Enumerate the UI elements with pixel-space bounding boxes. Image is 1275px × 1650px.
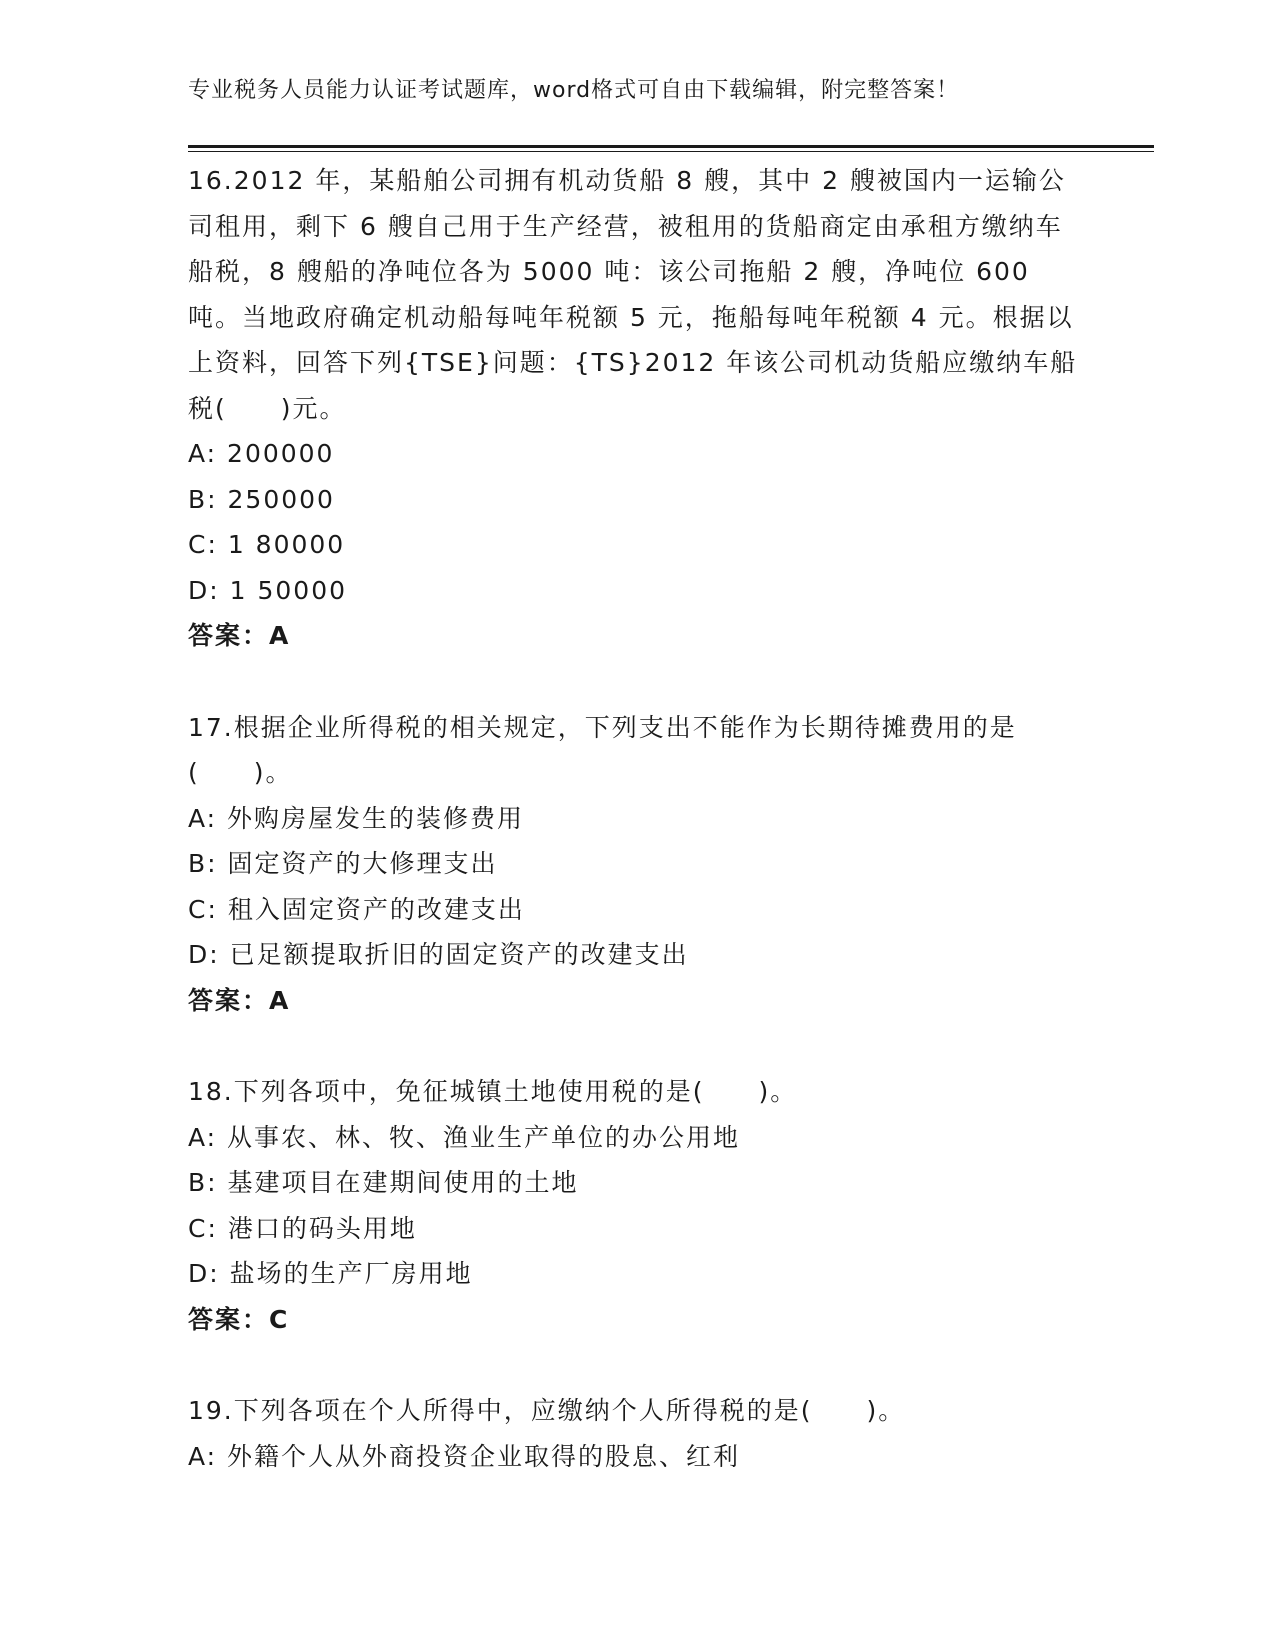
option-c: C: 租入固定资产的改建支出 (188, 894, 525, 924)
option-b: B: 固定资产的大修理支出 (188, 849, 498, 878)
option-b: B: 基建项目在建期间使用的土地 (188, 1168, 579, 1197)
option-a: A: 外购房屋发生的装修费用 (188, 803, 525, 833)
option-c: C: 1 80000 (188, 530, 346, 559)
question-18 (188, 1069, 1088, 1342)
option-d: D: 盐场的生产厂房用地 (188, 1259, 473, 1288)
question-stem: 16.2012 年，某船舶公司拥有机动货船 8 艘，其中 2 艘被国内一运输公司租用，剩下 6 艘自己用于生产经营，被租用的货船商定由承租方缴纳车船税，8 艘船的净吨位各为 5000 吨：该公司拖船 2 艘，净吨位 600 吨。当地政府确定机动船每吨年税额 5 元，拖船每吨年税额 4 元。根据以上资料，回答下列{TSE}问题：{TS}2012 年该公司机动货船应缴纳车船税( )元。 (188, 166, 1078, 423)
question-19 (188, 1388, 1088, 1479)
header-rule-thick (188, 145, 1154, 148)
question-stem: 17.根据企业所得税的相关规定，下列支出不能作为长期待摊费用的是( )。 (188, 712, 1017, 787)
question-17 (188, 705, 1088, 1024)
option-c: C: 港口的码头用地 (188, 1213, 417, 1243)
answer: 答案：C (188, 1304, 290, 1334)
page-header: 专业税务人员能力认证考试题库，word格式可自由下载编辑，附完整答案！ (188, 78, 960, 103)
spacer (188, 1023, 1088, 1069)
option-a: A: 200000 (188, 439, 335, 468)
spacer (188, 1342, 1088, 1388)
spacer (188, 659, 1088, 705)
option-b: B: 250000 (188, 484, 335, 514)
answer: 答案：A (188, 985, 291, 1015)
option-a: A: 从事农、林、牧、渔业生产单位的办公用地 (188, 1122, 741, 1152)
answer: 答案：A (188, 621, 291, 650)
option-d: D: 1 50000 (188, 575, 348, 605)
question-list (188, 158, 1088, 1479)
question-stem: 18.下列各项中，免征城镇土地使用税的是( )。 (188, 1077, 798, 1106)
option-d: D: 已足额提取折旧的固定资产的改建支出 (188, 940, 689, 969)
option-a: A: 外籍个人从外商投资企业取得的股息、红利 (188, 1441, 741, 1471)
question-stem: 19.下列各项在个人所得中，应缴纳个人所得税的是( )。 (188, 1396, 906, 1425)
question-16 (188, 158, 1088, 659)
header-rule-thin (188, 151, 1154, 152)
